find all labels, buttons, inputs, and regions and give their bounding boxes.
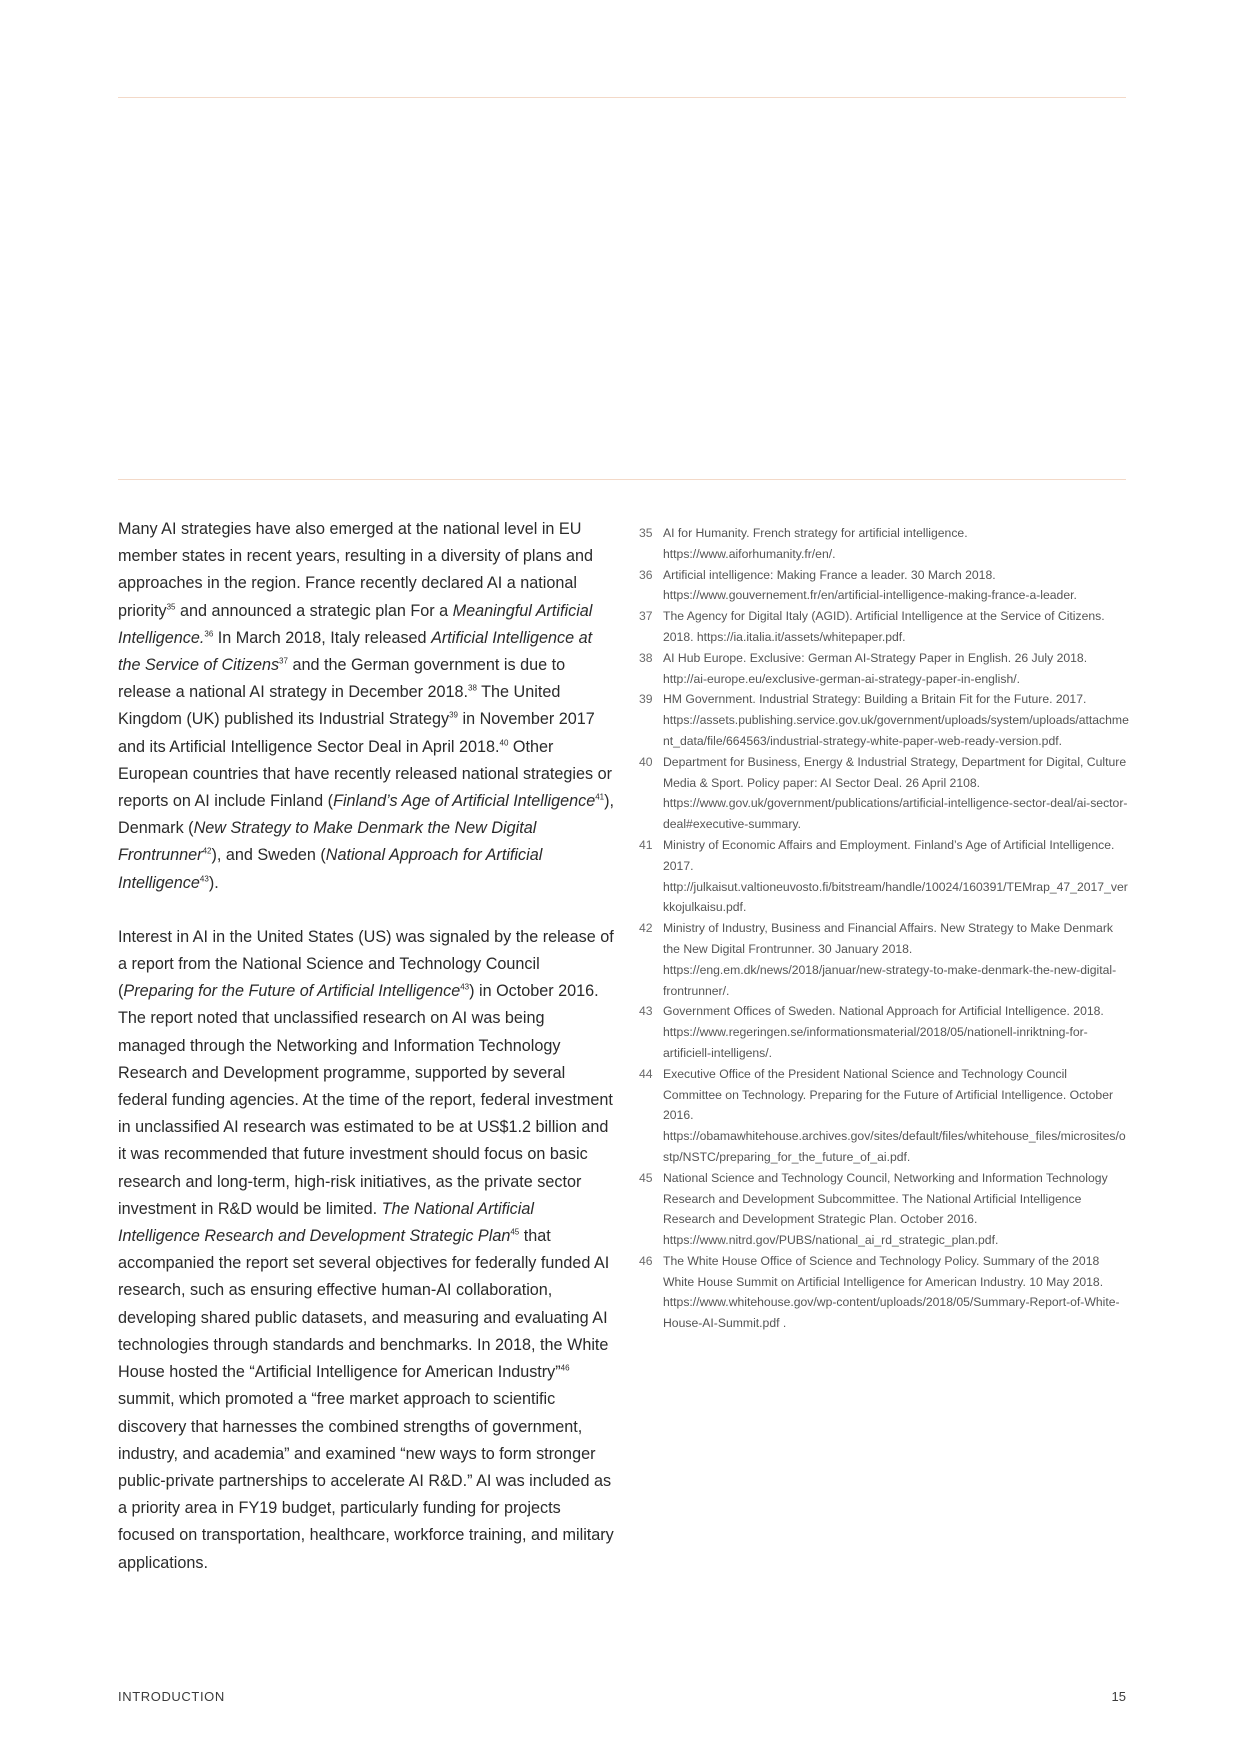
footnote-reference: 36 — [204, 629, 214, 639]
footnote — [639, 1168, 1129, 1251]
footnote-text: Artificial intelligence: Making France a leader. 30 March 2018. https://www.gouvernement.fr/en/artificial-intelligence-making-france-a-leader. — [663, 567, 1077, 603]
footnote-reference: 42 — [202, 847, 212, 857]
footnote-text: AI for Humanity. French strategy for artificial intelligence. https://www.aiforhumanity.fr/en/. — [663, 526, 968, 561]
footnote — [639, 1001, 1129, 1063]
footnote-number: 45 — [639, 1170, 653, 1185]
italic-title: Meaningful Artificial Intelligence. — [118, 601, 593, 647]
italic-title: Artificial Intelligence at the Service of Citizens — [118, 628, 593, 675]
footnote-number: 46 — [639, 1253, 653, 1268]
footnote-number: 43 — [639, 1004, 653, 1019]
footnote-reference: 37 — [279, 656, 288, 666]
footnote-text: HM Government. Industrial Strategy: Building a Britain Fit for the Future. 2017. https://assets.publishing.service.gov.uk/government/uploads/system/uploads/attachment_data/file/664563/industrial-strategy-white-paper-web-ready-version.pdf. — [663, 692, 1129, 748]
footnote — [639, 835, 1129, 918]
italic-title: Preparing for the Future of Artificial Intelligence — [123, 982, 461, 1001]
footnote-text: National Science and Technology Council, Networking and Information Technology Research and Development Subcommittee. The National Artificial Intelligence Research and Development Strategic Plan. October 2016. https://www.nitrd.gov/PUBS/national_ai_rd_strategic_plan.pdf. — [663, 1170, 1108, 1248]
footnote-number: 38 — [639, 650, 653, 665]
footnote — [639, 689, 1129, 751]
footnote-reference: 43 — [199, 874, 209, 884]
footnote-text: Ministry of Economic Affairs and Employment. Finland’s Age of Artificial Intelligence. 2017. http://julkaisut.valtioneuvosto.fi/bitstream/handle/10024/160391/TEMrap_47_2017_verkkojulkaisu.pdf. — [663, 837, 1128, 915]
footnote-number: 44 — [639, 1066, 653, 1081]
footnote-text: AI Hub Europe. Exclusive: German AI-Strategy Paper in English. 26 July 2018. http://ai-europe.eu/exclusive-german-ai-strategy-paper-in-english/. — [663, 650, 1088, 686]
italic-title: The National Artificial Intelligence Research and Development Strategic Plan — [118, 1199, 534, 1246]
page-number: 15 — [1111, 1689, 1126, 1704]
footnotes-column — [639, 523, 1129, 1334]
footnote — [639, 1064, 1129, 1168]
italic-title: National Approach for Artificial Intelligence — [118, 846, 543, 892]
italic-title: New Strategy to Make Denmark the New Digital Frontrunner — [118, 819, 537, 865]
body-paragraph-1: Many AI strategies have also emerged at the national level in EU member states in recent years, resulting in a diversity of plans and approaches in the region. France recently declared AI a national priority$^{35}$ and announced a strategic plan For a Meaningful Artificial Intelligence.$^{36}$ In March 2018, Italy released Artificial Intelligence at the Service of Citizens$^{37}$ and the German government is due to release a national AI strategy in December 2018.38 The United Kingdom (UK) published its Industrial Strategy$^{39}$ in November 2017 and its Artificial Intelligence Sector Deal in April 2018.40 Other European countries that have recently released national strategies or reports on AI include Finland (Finland’s Age of Artificial Intelligence$^{41}$), Denmark (New Strategy to Make Denmark the New Digital Frontrunner$^{42}$), and Sweden (National Approach for Artificial Intelligence$^{43}$). — [118, 520, 614, 892]
footnote-text: Executive Office of the President National Science and Technology Council Committee on Technology. Preparing for the Future of Artificial Intelligence. October 2016. https://obamawhitehouse.archives.gov/sites/default/files/whitehouse_files/microsites/ostp/NSTC/preparing_for_the_future_of_ai.pdf. — [663, 1066, 1126, 1164]
footnote — [639, 752, 1129, 835]
footnote-reference: 46 — [560, 1363, 570, 1373]
body-column — [118, 516, 614, 1577]
footnote — [639, 918, 1129, 1001]
footnote-text: Department for Business, Energy & Industrial Strategy, Department for Digital, Culture Media & Sport. Policy paper: AI Sector Deal. 26 April 2108. https://www.gov.uk/government/publications/artificial-intelligence-sector-deal/ai-sector-deal#executive-summary. — [663, 754, 1128, 832]
body-paragraph-2: Interest in AI in the United States (US) was signaled by the release of a report from the National Science and Technology Council (Preparing for the Future of Artificial Intelligence$^{43}$) in October 2016. The report noted that unclassified research on AI was being managed through the Networking and Information Technology Research and Development programme, supported by several federal funding agencies. At the time of the report, federal investment in unclassified AI research was estimated to be at US$1.2 billion and it was recommended that future investment should focus on basic research and long-term, high-risk initiatives, as the private sector investment in R&D would be limited. The National Artificial Intelligence Research and Development Strategic Plan$^{45}$ that accompanied the report set several objectives for federally funded AI research, such as ensuring effective human-AI collaboration, developing shared public datasets, and measuring and evaluating AI technologies through standards and benchmarks. In 2018, the White House hosted the “Artificial Intelligence for American Industry”$^{46}$ summit, which promoted a “free market approach to scientific discovery that harnesses the combined strengths of government, industry, and academia” and examined “new ways to form stronger public-private partnerships to accelerate AI R&D.” AI was included as a priority area in FY19 budget, particularly funding for projects focused on transportation, healthcare, workforce training, and military applications. — [118, 927, 614, 1572]
footnote-number: 40 — [639, 754, 653, 769]
footnote — [639, 1251, 1129, 1334]
footnote — [639, 523, 1129, 565]
footnote-reference: 39 — [449, 711, 459, 721]
footnote — [639, 648, 1129, 690]
footnote-text: The White House Office of Science and Technology Policy. Summary of the 2018 White House Summit on Artificial Intelligence for American Industry. 10 May 2018. https://www.whitehouse.gov/wp-content/uploads/2018/05/Summary-Report-of-White-House-AI-Summit.pdf . — [663, 1253, 1120, 1331]
footnote-reference: 43 — [460, 982, 470, 992]
footer-section-label: INTRODUCTION — [118, 1689, 225, 1704]
section-divider — [118, 479, 1126, 480]
footnote-reference: 45 — [510, 1227, 520, 1237]
footnote-number: 39 — [639, 692, 653, 707]
header-divider — [118, 97, 1126, 98]
footnote-number: 36 — [639, 567, 653, 582]
footnote-text: The Agency for Digital Italy (AGID). Artificial Intelligence at the Service of Citizens. 2018. https://ia.italia.it/assets/whitepaper.pdf. — [663, 609, 1105, 644]
footnote — [639, 606, 1129, 648]
footnote-reference: 41 — [595, 792, 605, 802]
footnote-number: 37 — [639, 609, 653, 624]
footnote-text: Ministry of Industry, Business and Financial Affairs. New Strategy to Make Denmark the New Digital Frontrunner. 30 January 2018. https://eng.em.dk/news/2018/januar/new-strategy-to-make-denmark-the-new-digital-frontrunner/. — [663, 921, 1117, 998]
footnote-number: 35 — [639, 526, 653, 540]
footnote-number: 41 — [639, 837, 653, 852]
footnote-reference: 40 — [499, 738, 509, 748]
italic-title: Finland’s Age of Artificial Intelligence — [333, 792, 596, 811]
footnote-reference: 35 — [166, 602, 176, 612]
footnote — [639, 565, 1129, 607]
footnote-text: Government Offices of Sweden. National Approach for Artificial Intelligence. 2018. https://www.regeringen.se/informationsmaterial/2018/05/nationell-inriktning-for-artificiell-intelligens/. — [663, 1004, 1104, 1060]
footnote-reference: 38 — [468, 683, 477, 693]
footnote-number: 42 — [639, 921, 653, 936]
